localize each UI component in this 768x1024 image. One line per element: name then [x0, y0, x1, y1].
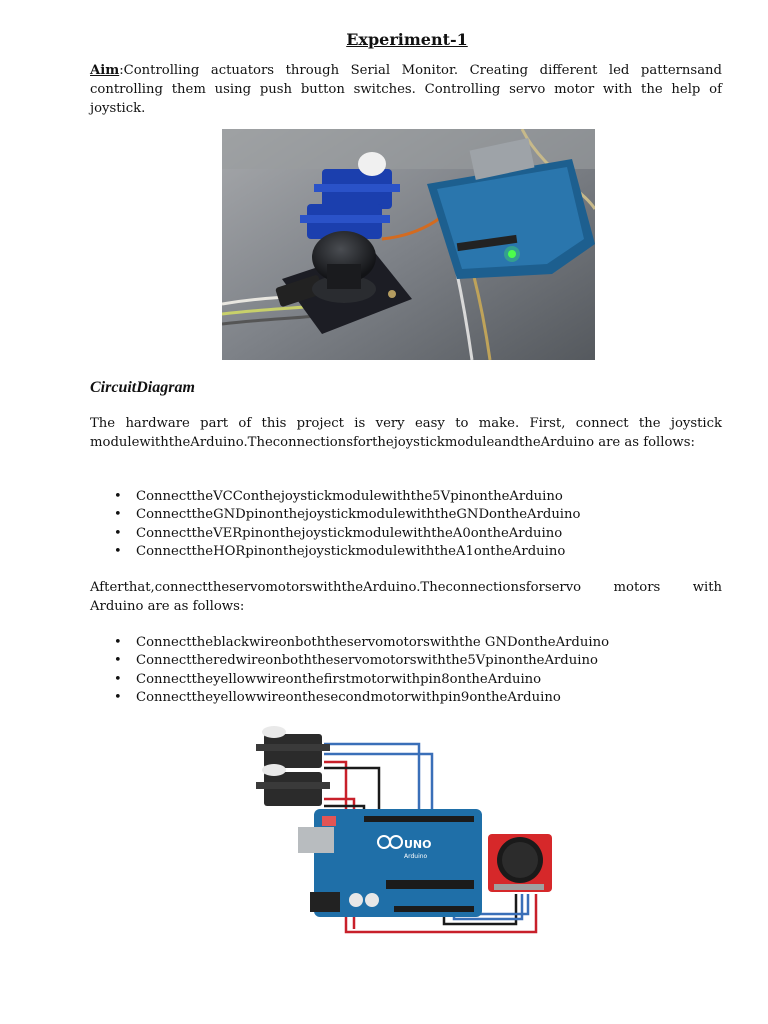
- board-brand-label: UNO: [404, 838, 432, 851]
- list-item: • ConnecttheHORpinonthejoystickmodulewiththeA1ontheArduino: [136, 543, 768, 561]
- board-name-label: Arduino: [404, 853, 428, 860]
- list-item: • ConnecttheVERpinonthejoystickmodulewiththeA0ontheArduino: [136, 525, 768, 543]
- list-item: • Connecttheyellowwireonthefirstmotorwithpin8ontheArduino: [136, 671, 768, 689]
- aim-text: :Controlling actuators through Serial Monitor. Creating different led patternsand controlling them using push button switches. Controlling servo motor with the help of joystick.: [90, 63, 722, 116]
- servo-paragraph: Afterthat,connecttheservomotorswiththeArduino.Theconnectionsforservo motors with Arduino are as follows:: [90, 580, 722, 614]
- list-item: • Connecttheredwireonboththeservomotorswiththe5VpinontheArduino: [136, 652, 768, 670]
- circuit-diagram-heading: CircuitDiagram: [90, 379, 195, 396]
- circuit-diagram-illustration: [254, 724, 554, 934]
- list-item: • ConnecttheGNDpinonthejoystickmodulewiththeGNDontheArduino: [136, 506, 768, 524]
- joystick-connection-list: [90, 488, 768, 561]
- hardware-photo-illustration: [222, 129, 595, 360]
- servo-connection-list: [90, 634, 768, 707]
- servo-motor-2: [256, 764, 330, 806]
- aim-label: Aim: [90, 63, 120, 78]
- list-item: • ConnecttheVCConthejoystickmodulewiththe5VpinontheArduino: [136, 488, 768, 506]
- circuit-diagram: [254, 724, 554, 934]
- list-item: • Connecttheblackwireonboththeservomotorswiththe GNDontheArduino: [136, 634, 768, 652]
- arduino-board: [298, 809, 482, 917]
- hardware-photo: [222, 129, 595, 360]
- intro-paragraph: The hardware part of this project is very easy to make. First, connect the joystick modulewiththeArduino.TheconnectionsforthejoystickmoduleandtheArduino are as follows:: [90, 416, 722, 450]
- aim-paragraph: [90, 61, 722, 118]
- page-title: Experiment-1: [346, 30, 468, 49]
- servo-motor-1: [256, 726, 330, 768]
- joystick-module: [488, 834, 552, 892]
- list-item: • Connecttheyellowwireonthesecondmotorwithpin9ontheArduino: [136, 689, 768, 707]
